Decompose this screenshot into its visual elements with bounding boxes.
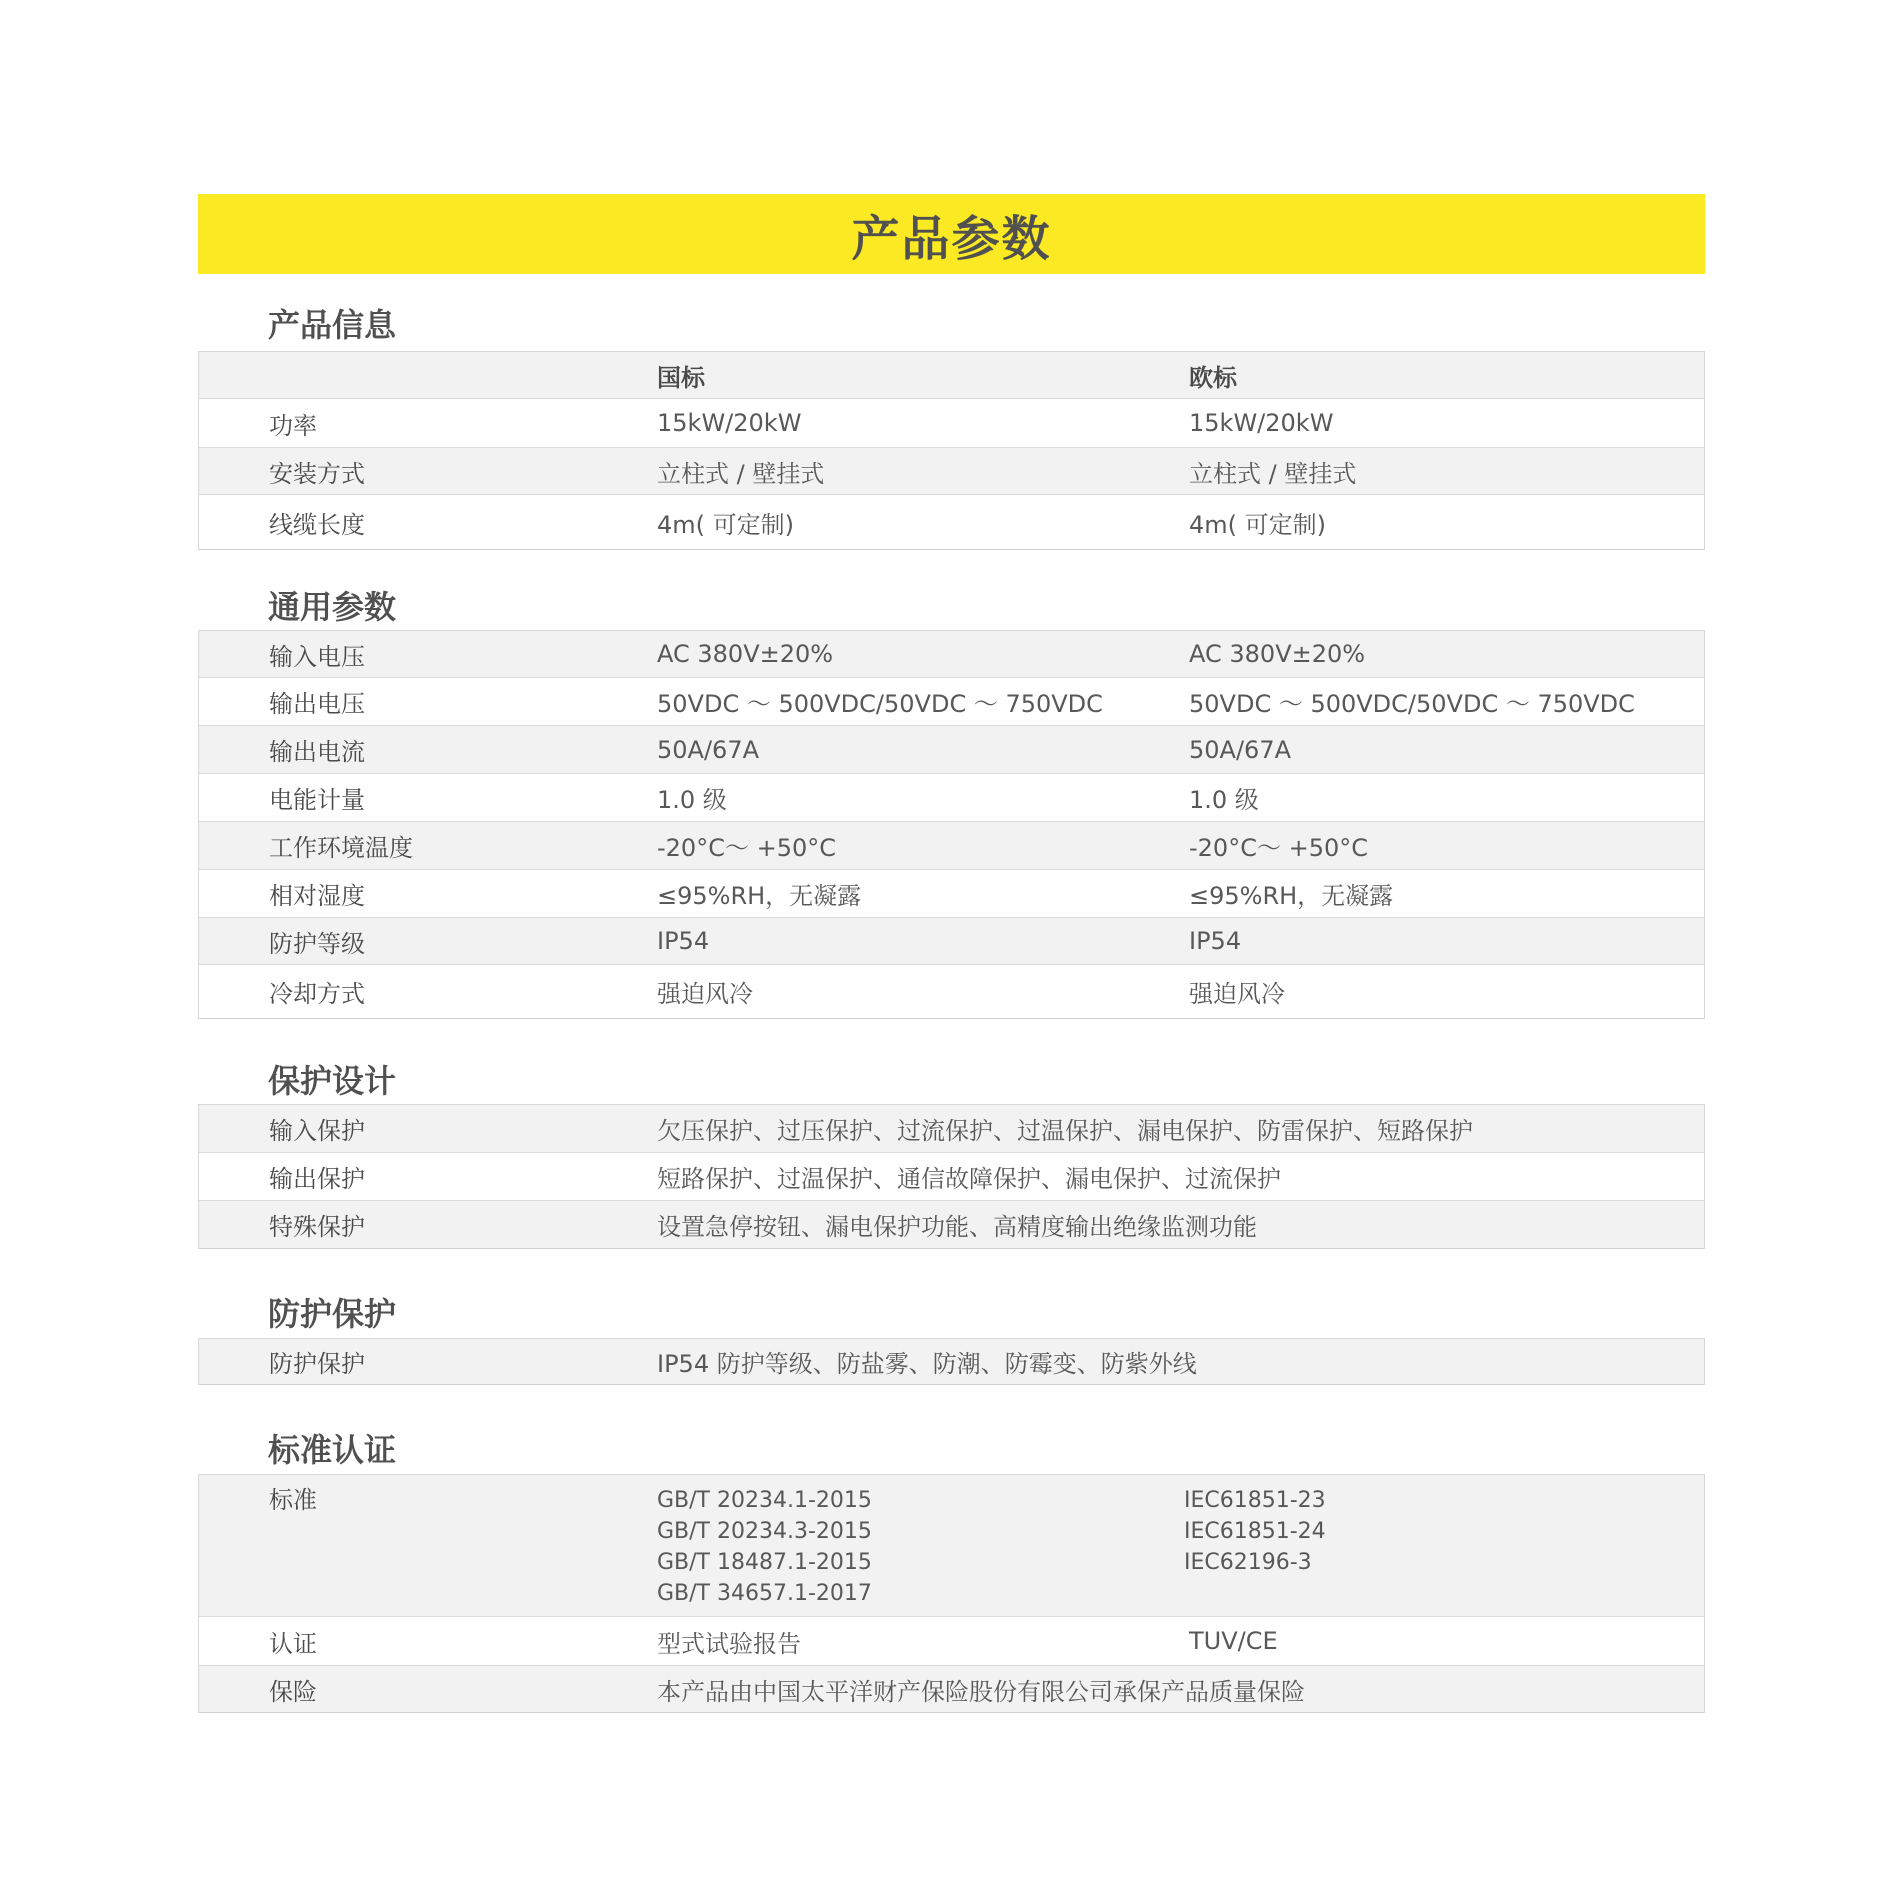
value-gb: 50A/67A (657, 735, 759, 764)
table-row (199, 631, 1704, 678)
table-row-standards (199, 1475, 1704, 1617)
standard-item: GB/T 18487.1-2015 (657, 1550, 872, 1575)
protection-design-table (198, 1104, 1705, 1249)
value-gb: -20°C～ +50°C (657, 834, 836, 862)
column-header-gb: 国标 (657, 363, 705, 392)
table-row (199, 822, 1704, 870)
value-eu: 强迫风冷 (1189, 980, 1285, 1008)
title-banner (198, 194, 1705, 274)
table-row (199, 965, 1704, 1018)
standard-item: IEC61851-24 (1184, 1519, 1326, 1544)
value-eu: 50A/67A (1189, 735, 1291, 764)
row-value: IP54 防护等级、防盐雾、防潮、防霉变、防紫外线 (657, 1350, 1197, 1378)
certification-table (198, 1474, 1705, 1713)
table-row (199, 870, 1704, 918)
row-label: 认证 (269, 1629, 317, 1658)
standard-item: GB/T 20234.3-2015 (657, 1519, 872, 1544)
value-gb: 型式试验报告 (657, 1629, 801, 1658)
value-eu: 50VDC ～ 500VDC/50VDC ～ 750VDC (1189, 690, 1635, 718)
general-table (198, 630, 1705, 1019)
row-label: 工作环境温度 (269, 834, 413, 862)
general-heading: 通用参数 (268, 588, 397, 626)
value-gb: ≤95%RH，无凝露 (657, 882, 862, 910)
value-eu: 立柱式 / 壁挂式 (1189, 459, 1357, 488)
row-label: 电能计量 (269, 786, 365, 814)
row-label: 防护保护 (269, 1350, 365, 1378)
value-gb: AC 380V±20% (657, 640, 834, 668)
table-row (199, 1666, 1704, 1712)
row-label: 功率 (269, 411, 317, 440)
table-row (199, 1201, 1704, 1248)
row-label: 安装方式 (269, 459, 365, 488)
table-row (199, 1153, 1704, 1201)
row-label: 标准 (269, 1486, 317, 1514)
row-label: 相对湿度 (269, 882, 365, 910)
row-label: 特殊保护 (269, 1213, 365, 1241)
page-title: 产品参数 (851, 210, 1052, 267)
standard-item: IEC62196-3 (1184, 1550, 1312, 1575)
enclosure-heading: 防护保护 (268, 1295, 397, 1333)
table-row (199, 1339, 1704, 1384)
table-row (199, 918, 1704, 965)
table-row (199, 399, 1704, 448)
value-eu: 4m( 可定制) (1189, 510, 1327, 539)
table-row (199, 774, 1704, 822)
value-gb: 50VDC ～ 500VDC/50VDC ～ 750VDC (657, 690, 1103, 718)
product-info-heading: 产品信息 (268, 306, 397, 344)
row-label: 保险 (269, 1677, 317, 1706)
value-gb: 强迫风冷 (657, 980, 753, 1008)
table-row (199, 495, 1704, 549)
row-label: 输入保护 (269, 1117, 365, 1145)
value-gb: 15kW/20kW (657, 409, 802, 437)
value-eu: ≤95%RH，无凝露 (1189, 882, 1394, 910)
value-eu: TUV/CE (1189, 1627, 1278, 1655)
standards-gb-list (657, 1485, 1189, 1609)
row-label: 冷却方式 (269, 980, 365, 1008)
standard-item: GB/T 20234.1-2015 (657, 1488, 872, 1513)
value-eu: IP54 (1189, 927, 1242, 955)
row-value: 欠压保护、过压保护、过流保护、过温保护、漏电保护、防雷保护、短路保护 (657, 1117, 1473, 1145)
row-label: 防护等级 (269, 929, 365, 958)
row-value: 设置急停按钮、漏电保护功能、高精度输出绝缘监测功能 (657, 1213, 1257, 1241)
row-label: 输入电压 (269, 642, 365, 671)
table-row (199, 1105, 1704, 1153)
value-eu: AC 380V±20% (1189, 640, 1366, 668)
protection-design-heading: 保护设计 (268, 1062, 397, 1100)
value-gb: 立柱式 / 壁挂式 (657, 459, 825, 488)
value-gb: 4m( 可定制) (657, 510, 795, 539)
table-row (199, 678, 1704, 726)
value-eu: -20°C～ +50°C (1189, 834, 1368, 862)
certification-heading: 标准认证 (268, 1431, 397, 1469)
row-value: 本产品由中国太平洋财产保险股份有限公司承保产品质量保险 (657, 1677, 1305, 1706)
table-row (199, 726, 1704, 774)
row-label: 线缆长度 (269, 510, 365, 539)
row-label: 输出电流 (269, 738, 365, 766)
standard-item: GB/T 34657.1-2017 (657, 1581, 872, 1606)
value-gb: IP54 (657, 927, 710, 955)
value-gb: 1.0 级 (657, 786, 727, 814)
standard-item: IEC61851-23 (1184, 1488, 1326, 1513)
standards-eu-list (1184, 1485, 1704, 1578)
column-header-eu: 欧标 (1189, 363, 1237, 392)
row-label: 输出保护 (269, 1165, 365, 1193)
table-row (199, 1617, 1704, 1666)
row-value: 短路保护、过温保护、通信故障保护、漏电保护、过流保护 (657, 1165, 1281, 1193)
value-eu: 1.0 级 (1189, 786, 1259, 814)
table-header-row (199, 352, 1704, 399)
product-info-table (198, 351, 1705, 550)
enclosure-table (198, 1338, 1705, 1385)
row-label: 输出电压 (269, 690, 365, 718)
value-eu: 15kW/20kW (1189, 409, 1334, 437)
table-row (199, 448, 1704, 495)
